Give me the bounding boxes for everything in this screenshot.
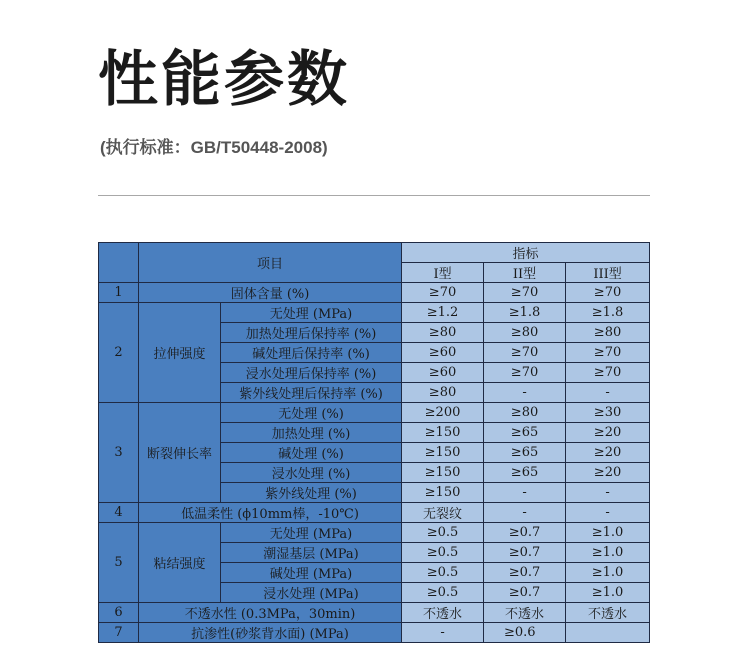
- value-cell-type2: ≥80: [484, 323, 566, 343]
- table-row: [99, 503, 650, 523]
- row-number-cell: 4: [99, 503, 139, 523]
- sub-item-cell: 加热处理后保持率 (%): [221, 323, 402, 343]
- value-cell-type1: ≥0.5: [402, 583, 484, 603]
- value-cell-type2: -: [484, 383, 566, 403]
- row-item-cell: 不透水性 (0.3MPa，30min): [139, 603, 402, 623]
- value-cell-type1: ≥60: [402, 363, 484, 383]
- value-cell-type3: ≥1.0: [566, 563, 650, 583]
- row-item-cell: 抗渗性(砂浆背水面) (MPa): [139, 623, 402, 643]
- value-cell-type2: ≥70: [484, 343, 566, 363]
- header-type-cell: III型: [566, 263, 650, 283]
- sub-item-cell: 无处理 (MPa): [221, 303, 402, 323]
- table-row: [99, 523, 650, 543]
- value-cell-type1: ≥80: [402, 323, 484, 343]
- sub-item-cell: 碱处理 (MPa): [221, 563, 402, 583]
- sub-item-cell: 无处理 (%): [221, 403, 402, 423]
- row-group-cell: 粘结强度: [139, 523, 221, 603]
- value-cell-type1: ≥150: [402, 483, 484, 503]
- value-cell-type1: ≥0.5: [402, 563, 484, 583]
- table-header-row: [99, 243, 650, 263]
- row-number-cell: 5: [99, 523, 139, 603]
- sub-item-cell: 浸水处理 (%): [221, 463, 402, 483]
- standard-subtitle: (执行标准：GB/T50448-2008): [100, 138, 328, 157]
- value-cell-type3: ≥30: [566, 403, 650, 423]
- value-cell-type2: ≥0.7: [484, 523, 566, 543]
- value-cell-type2: ≥70: [484, 283, 566, 303]
- value-cell-type1: ≥200: [402, 403, 484, 423]
- sub-item-cell: 紫外线处理 (%): [221, 483, 402, 503]
- value-cell-type1: ≥60: [402, 343, 484, 363]
- value-cell-type2: ≥0.7: [484, 583, 566, 603]
- table-row: [99, 303, 650, 323]
- value-cell-type2: -: [484, 503, 566, 523]
- row-number-cell: 2: [99, 303, 139, 403]
- value-cell-type1: -: [402, 623, 484, 643]
- value-cell-type3: ≥70: [566, 283, 650, 303]
- table-row: [99, 283, 650, 303]
- row-number-cell: 1: [99, 283, 139, 303]
- value-cell-type2: ≥65: [484, 463, 566, 483]
- row-item-cell: 固体含量 (%): [139, 283, 402, 303]
- sub-item-cell: 浸水处理 (MPa): [221, 583, 402, 603]
- header-no-cell: [99, 243, 139, 283]
- value-cell-type2: ≥70: [484, 363, 566, 383]
- value-cell-type3: -: [566, 383, 650, 403]
- row-number-cell: 7: [99, 623, 139, 643]
- sub-item-cell: 紫外线处理后保持率 (%): [221, 383, 402, 403]
- performance-table: [98, 242, 650, 643]
- table-row: [99, 603, 650, 623]
- header-type-cell: I型: [402, 263, 484, 283]
- table-row: [99, 623, 650, 643]
- sub-item-cell: 潮湿基层 (MPa): [221, 543, 402, 563]
- row-number-cell: 6: [99, 603, 139, 623]
- row-group-cell: 断裂伸长率: [139, 403, 221, 503]
- value-cell-type3: ≥20: [566, 423, 650, 443]
- value-cell-type2: ≥1.8: [484, 303, 566, 323]
- value-cell-type3: ≥20: [566, 463, 650, 483]
- value-cell-type3: -: [566, 483, 650, 503]
- value-cell-type3: ≥20: [566, 443, 650, 463]
- value-cell-type2: ≥0.6: [484, 623, 566, 643]
- header-item-cell: 项目: [139, 243, 402, 283]
- value-cell-type2: ≥80: [484, 403, 566, 423]
- value-cell-type2: ≥0.7: [484, 543, 566, 563]
- sub-item-cell: 碱处理 (%): [221, 443, 402, 463]
- value-cell-type3: 不透水: [566, 603, 650, 623]
- header-indicator-cell: 指标: [402, 243, 650, 263]
- value-cell-type1: ≥150: [402, 443, 484, 463]
- value-cell-type2: ≥65: [484, 423, 566, 443]
- value-cell-type2: 不透水: [484, 603, 566, 623]
- sub-item-cell: 碱处理后保持率 (%): [221, 343, 402, 363]
- page-title: 性能参数: [98, 45, 350, 115]
- sub-item-cell: 加热处理 (%): [221, 423, 402, 443]
- value-cell-type1: ≥0.5: [402, 523, 484, 543]
- value-cell-type3: ≥1.0: [566, 543, 650, 563]
- value-cell-type3: ≥1.0: [566, 583, 650, 603]
- divider: [98, 195, 650, 196]
- sub-item-cell: 浸水处理后保持率 (%): [221, 363, 402, 383]
- sub-item-cell: 无处理 (MPa): [221, 523, 402, 543]
- value-cell-type3: ≥1.8: [566, 303, 650, 323]
- value-cell-type3: ≥80: [566, 323, 650, 343]
- header-type-cell: II型: [484, 263, 566, 283]
- value-cell-type1: ≥150: [402, 423, 484, 443]
- value-cell-type1: ≥150: [402, 463, 484, 483]
- value-cell-type3-empty: [566, 623, 650, 643]
- value-cell-type3: ≥70: [566, 363, 650, 383]
- value-cell-type1: ≥0.5: [402, 543, 484, 563]
- value-cell-type2: ≥0.7: [484, 563, 566, 583]
- row-item-cell: 低温柔性 (ϕ10mm棒，-10℃): [139, 503, 402, 523]
- row-number-cell: 3: [99, 403, 139, 503]
- value-cell-type2: -: [484, 483, 566, 503]
- value-cell-type2: ≥65: [484, 443, 566, 463]
- value-cell-type3: -: [566, 503, 650, 523]
- value-cell-type3: ≥1.0: [566, 523, 650, 543]
- table-row: [99, 403, 650, 423]
- value-cell-type1: ≥80: [402, 383, 484, 403]
- value-cell-type1: ≥70: [402, 283, 484, 303]
- value-cell-type1: 无裂纹: [402, 503, 484, 523]
- row-group-cell: 拉伸强度: [139, 303, 221, 403]
- value-cell-type1: ≥1.2: [402, 303, 484, 323]
- value-cell-type3: ≥70: [566, 343, 650, 363]
- value-cell-type1: 不透水: [402, 603, 484, 623]
